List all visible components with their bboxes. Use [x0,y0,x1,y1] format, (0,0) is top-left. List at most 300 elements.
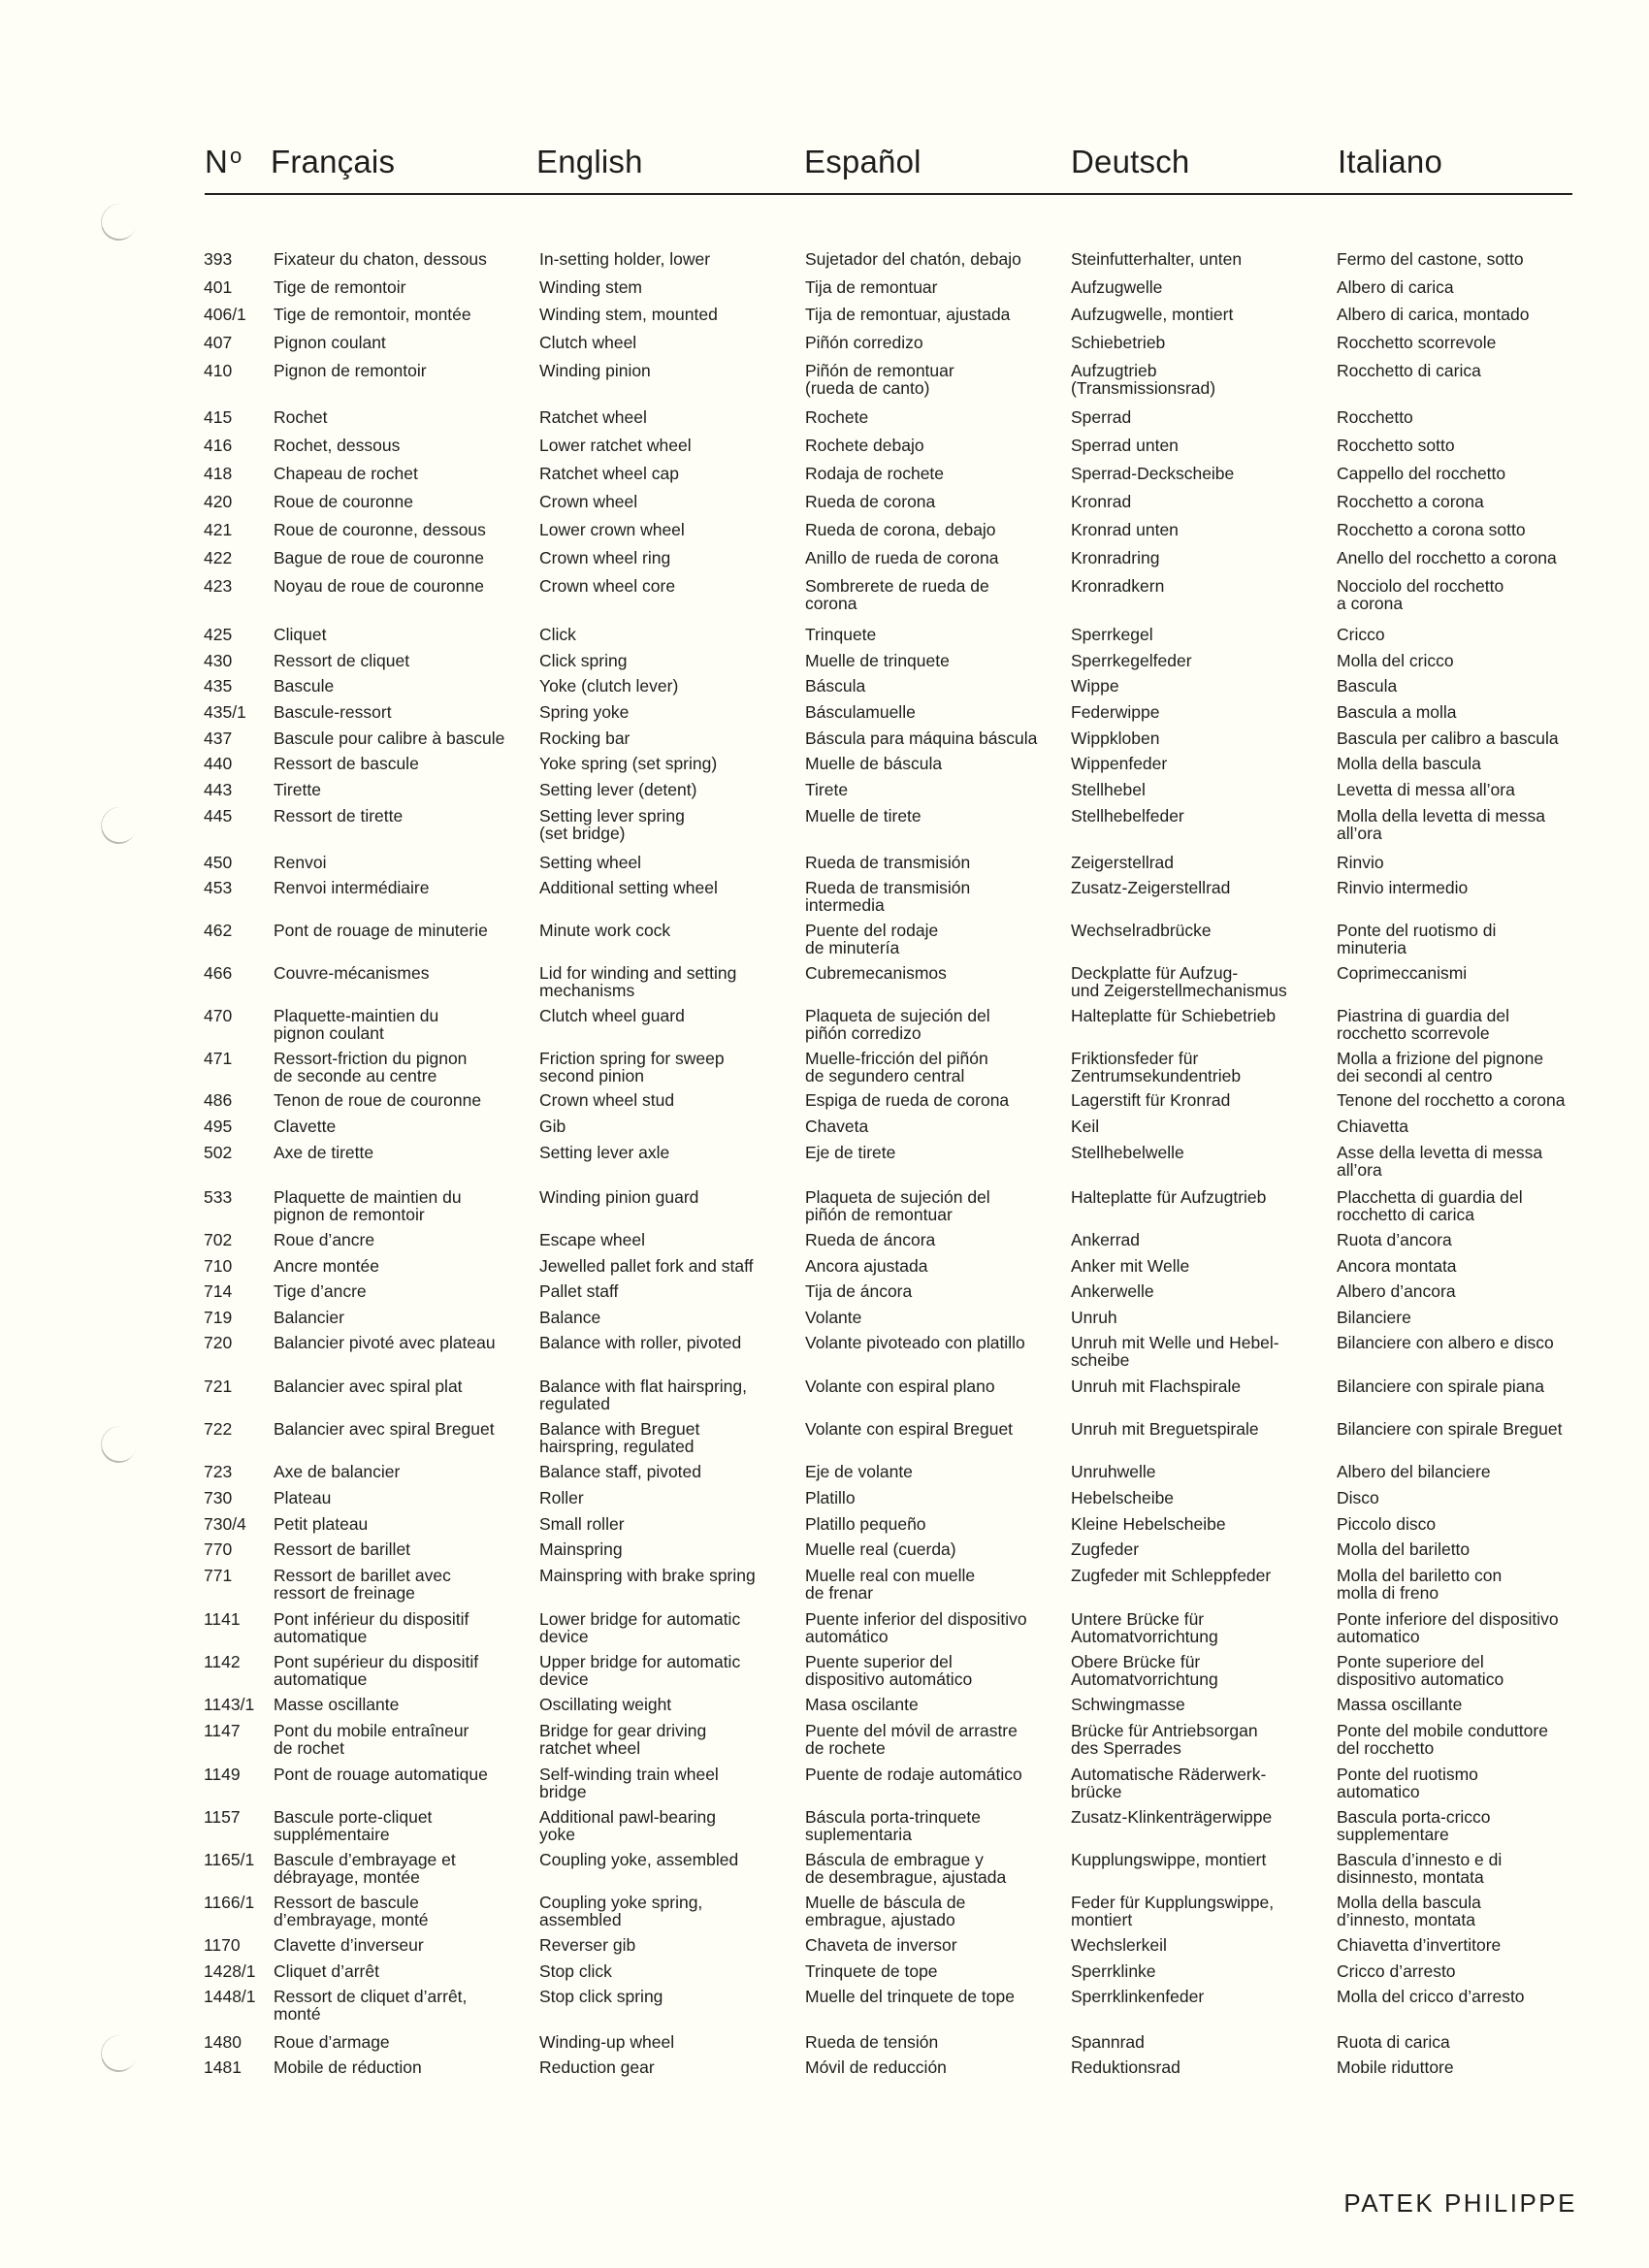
spanish-term: Tirete [805,780,849,799]
part-number: 719 [204,1308,233,1327]
german-term: Spannrad [1071,2032,1145,2052]
english-term: Mainspring with brake spring [539,1566,756,1585]
spanish-term: Platillo [805,1488,856,1507]
italian-term: Piccolo disco [1337,1514,1437,1534]
part-number: 723 [204,1462,233,1481]
part-number: 1142 [204,1652,241,1671]
italian-term: Piastrina di guardia del rocchetto scorrevole [1337,1006,1510,1043]
part-number: 425 [204,625,233,644]
italian-term: Bascula porta-cricco supplementare [1337,1807,1491,1844]
french-term: Tige d’ancre [274,1281,367,1301]
english-term: Click [539,625,576,644]
english-term: Winding pinion guard [539,1187,699,1207]
english-term: Crown wheel ring [539,548,671,567]
part-number: 407 [204,333,233,352]
french-term: Plaquette-maintien du pignon coulant [274,1006,439,1043]
french-term: Roue de couronne [274,492,413,511]
french-term: Bascule [274,676,335,696]
header-divider [205,193,1572,195]
english-term: Winding-up wheel [539,2032,675,2052]
french-term: Balancier avec spiral Breguet [274,1419,495,1439]
table-header [205,144,1572,188]
english-term: Ratchet wheel cap [539,464,679,483]
italian-term: Ponte inferiore del dispositivo automatico [1337,1609,1559,1646]
german-term: Wippkloben [1071,729,1160,748]
italian-term: Chiavetta [1337,1117,1408,1136]
spanish-term: Anillo de rueda de corona [805,548,999,567]
italian-term: Rocchetto a corona sotto [1337,520,1526,539]
part-number: 722 [204,1419,233,1439]
german-term: Lagerstift für Kronrad [1071,1090,1231,1110]
english-term: Small roller [539,1514,625,1534]
italian-term: Bilanciere con albero e disco [1337,1333,1554,1352]
spanish-term: Masa oscilante [805,1695,919,1714]
french-term: Masse oscillante [274,1695,400,1714]
italian-term: Placchetta di guardia del rocchetto di carica [1337,1187,1523,1224]
spanish-term: Espiga de rueda de corona [805,1090,1010,1110]
italian-term: Fermo del castone, sotto [1337,249,1524,269]
english-term: Coupling yoke spring, assembled [539,1893,703,1929]
italian-term: Disco [1337,1488,1379,1507]
french-term: Tige de remontoir [274,277,406,297]
spanish-term: Volante con espiral Breguet [805,1419,1014,1439]
spanish-term: Rochete debajo [805,436,924,455]
german-term: Wippenfeder [1071,754,1168,773]
german-term: Stellhebelfeder [1071,806,1184,826]
spanish-term: Rodaja de rochete [805,464,945,483]
german-term: Unruh [1071,1308,1117,1327]
french-term: Roue d’ancre [274,1230,375,1249]
spanish-term: Cubremecanismos [805,963,947,983]
spanish-term: Báscula de embrague y de desembrague, ajustada [805,1850,1007,1887]
header-number-label: N [205,144,229,179]
german-term: Aufzugwelle, montiert [1071,305,1234,324]
french-term: Ressort-friction du pignon de seconde au centre [274,1049,468,1085]
german-term: Stellhebel [1071,780,1146,799]
spanish-term: Básculamuelle [805,702,916,722]
spanish-term: Puente superior del dispositivo automático [805,1652,973,1689]
part-number: 710 [204,1256,233,1276]
german-term: Keil [1071,1117,1100,1136]
french-term: Rochet, dessous [274,436,401,455]
english-term: Lower ratchet wheel [539,436,692,455]
punch-hole-mark [96,199,143,245]
german-term: Kronrad [1071,492,1132,511]
part-number: 702 [204,1230,233,1249]
italian-term: Asse della levetta di messa all’ora [1337,1143,1543,1180]
german-term: Ankerrad [1071,1230,1141,1249]
spanish-term: Muelle real (cuerda) [805,1539,956,1559]
part-number: 720 [204,1333,233,1352]
german-term: Sperrkegelfeder [1071,651,1192,670]
english-term: Setting lever (detent) [539,780,697,799]
french-term: Clavette [274,1117,337,1136]
part-number: 714 [204,1281,233,1301]
english-term: Stop click spring [539,1987,663,2006]
italian-term: Massa oscillante [1337,1695,1463,1714]
part-number: 486 [204,1090,233,1110]
french-term: Cliquet d’arrêt [274,1961,379,1981]
english-term: Crown wheel stud [539,1090,675,1110]
part-number: 495 [204,1117,233,1136]
italian-term: Nocciolo del rocchetto a corona [1337,576,1504,613]
french-term: Noyau de roue de couronne [274,576,484,596]
part-number: 445 [204,806,233,826]
german-term: Halteplatte für Aufzugtrieb [1071,1187,1267,1207]
part-number: 440 [204,754,233,773]
spanish-term: Muelle de báscula de embrague, ajustado [805,1893,966,1929]
italian-term: Albero del bilanciere [1337,1462,1491,1481]
part-number: 410 [204,361,233,380]
german-term: Deckplatte für Aufzug- und Zeigerstellmechanismus [1071,963,1287,1000]
english-term: Friction spring for sweep second pinion [539,1049,725,1085]
part-number: 502 [204,1143,233,1162]
italian-term: Molla della bascula [1337,754,1481,773]
french-term: Chapeau de rochet [274,464,418,483]
part-number: 418 [204,464,233,483]
spanish-term: Sujetador del chatón, debajo [805,249,1021,269]
part-number: 1157 [204,1807,241,1827]
part-number: 730/4 [204,1514,246,1534]
german-term: Ankerwelle [1071,1281,1154,1301]
spanish-term: Rueda de corona [805,492,936,511]
italian-term: Rinvio intermedio [1337,878,1469,897]
header-english: English [536,144,643,179]
english-term: Minute work cock [539,921,671,940]
german-term: Zugfeder mit Schleppfeder [1071,1566,1272,1585]
english-term: Clutch wheel [539,333,637,352]
english-term: Upper bridge for automatic device [539,1652,741,1689]
german-term: Kronradring [1071,548,1160,567]
english-term: Yoke (clutch lever) [539,676,679,696]
german-term: Feder für Kupplungswippe, montiert [1071,1893,1275,1929]
english-term: Crown wheel core [539,576,676,596]
spanish-term: Puente inferior del dispositivo automático [805,1609,1027,1646]
spanish-term: Volante con espiral plano [805,1377,995,1396]
french-term: Roue de couronne, dessous [274,520,486,539]
french-term: Fixateur du chaton, dessous [274,249,487,269]
italian-term: Chiavetta d’invertitore [1337,1935,1502,1955]
german-term: Automatische Räderwerk- brücke [1071,1765,1267,1801]
german-term: Brücke für Antriebsorgan des Sperrades [1071,1721,1258,1758]
german-term: Zusatz-Zeigerstellrad [1071,878,1231,897]
german-term: Unruh mit Breguetspirale [1071,1419,1259,1439]
german-term: Wechselradbrücke [1071,921,1212,940]
spanish-term: Rueda de transmisión [805,853,971,872]
spanish-term: Ancora ajustada [805,1256,928,1276]
german-term: Federwippe [1071,702,1160,722]
german-term: Sperrklinkenfeder [1071,1987,1205,2006]
french-term: Bague de roue de couronne [274,548,484,567]
italian-term: Molla a frizione del pignone dei secondi al centro [1337,1049,1544,1085]
german-term: Aufzugtrieb (Transmissionsrad) [1071,361,1216,398]
header-italiano: Italiano [1338,144,1443,179]
part-number: 462 [204,921,233,940]
spanish-term: Eje de tirete [805,1143,896,1162]
french-term: Couvre-mécanismes [274,963,430,983]
italian-term: Bilanciere con spirale Breguet [1337,1419,1563,1439]
italian-term: Anello del rocchetto a corona [1337,548,1557,567]
english-term: Pallet staff [539,1281,619,1301]
italian-term: Ancora montata [1337,1256,1457,1276]
french-term: Ressort de cliquet d’arrêt, monté [274,1987,468,2024]
english-term: Lower bridge for automatic device [539,1609,741,1646]
header-espanol: Español [804,144,922,179]
spanish-term: Báscula porta-trinquete suplementaria [805,1807,981,1844]
french-term: Renvoi intermédiaire [274,878,430,897]
french-term: Pont de rouage de minuterie [274,921,488,940]
english-term: Lid for winding and setting mechanisms [539,963,737,1000]
german-term: Zeigerstellrad [1071,853,1175,872]
english-term: Click spring [539,651,628,670]
french-term: Ressort de bascule [274,754,419,773]
english-term: Coupling yoke, assembled [539,1850,739,1869]
french-term: Cliquet [274,625,327,644]
english-term: Clutch wheel guard [539,1006,685,1025]
brand-logo-text: PATEK PHILIPPE [1343,2188,1577,2218]
spanish-term: Rueda de tensión [805,2032,939,2052]
italian-term: Ponte superiore del dispositivo automatico [1337,1652,1504,1689]
italian-term: Molla del cricco [1337,651,1454,670]
german-term: Stellhebelwelle [1071,1143,1184,1162]
spanish-term: Chaveta [805,1117,869,1136]
french-term: Balancier [274,1308,344,1327]
part-number: 1481 [204,2057,242,2077]
english-term: Reduction gear [539,2057,655,2077]
english-term: Crown wheel [539,492,638,511]
italian-term: Rocchetto [1337,407,1413,427]
part-number: 1141 [204,1609,241,1629]
spanish-term: Muelle del trinquete de tope [805,1987,1015,2006]
part-number: 443 [204,780,233,799]
spanish-term: Tija de remontuar, ajustada [805,305,1011,324]
spanish-term: Rueda de corona, debajo [805,520,996,539]
german-term: Aufzugwelle [1071,277,1163,297]
spanish-term: Muelle de trinquete [805,651,950,670]
german-term: Obere Brücke für Automatvorrichtung [1071,1652,1218,1689]
spanish-term: Tija de remontuar [805,277,938,297]
french-term: Axe de balancier [274,1462,401,1481]
spanish-term: Muelle real con muelle de frenar [805,1566,976,1603]
german-term: Kronrad unten [1071,520,1179,539]
part-number: 453 [204,878,233,897]
german-term: Sperrad [1071,407,1132,427]
german-term: Unruh mit Flachspirale [1071,1377,1242,1396]
english-term: Spring yoke [539,702,630,722]
french-term: Mobile de réduction [274,2057,422,2077]
part-number: 1143/1 [204,1695,255,1714]
italian-term: Bascula per calibro a bascula [1337,729,1559,748]
spanish-term: Muelle de báscula [805,754,943,773]
german-term: Kleine Hebelscheibe [1071,1514,1226,1534]
english-term: Balance with Breguet hairspring, regulated [539,1419,700,1456]
spanish-term: Trinquete [805,625,877,644]
english-term: Winding pinion [539,361,651,380]
french-term: Bascule-ressort [274,702,392,722]
punch-hole-mark [96,1421,143,1468]
part-number: 730 [204,1488,233,1507]
spanish-term: Piñón de remontuar (rueda de canto) [805,361,954,398]
part-number: 533 [204,1187,233,1207]
part-number: 401 [204,277,233,297]
italian-term: Tenone del rocchetto a corona [1337,1090,1566,1110]
english-term: Rocking bar [539,729,630,748]
french-term: Bascule pour calibre à bascule [274,729,505,748]
italian-term: Bilanciere [1337,1308,1411,1327]
french-term: Pont de rouage automatique [274,1765,488,1784]
english-term: Reverser gib [539,1935,636,1955]
italian-term: Albero d’ancora [1337,1281,1456,1301]
german-term: Unruhwelle [1071,1462,1156,1481]
spanish-term: Volante [805,1308,862,1327]
french-term: Tirette [274,780,321,799]
french-term: Ressort de barillet avec ressort de freinage [274,1566,451,1603]
english-term: Jewelled pallet fork and staff [539,1256,754,1276]
italian-term: Bascula a molla [1337,702,1457,722]
header-francais: Français [271,144,396,179]
part-number: 1428/1 [204,1961,256,1981]
italian-term: Ruota d’ancora [1337,1230,1452,1249]
part-number: 415 [204,407,233,427]
german-term: Steinfutterhalter, unten [1071,249,1243,269]
italian-term: Rocchetto a corona [1337,492,1484,511]
german-term: Reduktionsrad [1071,2057,1180,2077]
english-term: Self-winding train wheel bridge [539,1765,719,1801]
german-term: Friktionsfeder für Zentrumsekundentrieb [1071,1049,1242,1085]
part-number: 1480 [204,2032,242,2052]
spanish-term: Báscula [805,676,866,696]
german-term: Sperrklinke [1071,1961,1156,1981]
french-term: Ressort de tirette [274,806,404,826]
spanish-term: Eje de volante [805,1462,913,1481]
english-term: Balance [539,1308,601,1327]
italian-term: Cappello del rocchetto [1337,464,1506,483]
german-term: Hebelscheibe [1071,1488,1175,1507]
german-term: Anker mit Welle [1071,1256,1190,1276]
italian-term: Molla del bariletto [1337,1539,1471,1559]
header-deutsch: Deutsch [1071,144,1190,179]
german-term: Zugfeder [1071,1539,1140,1559]
part-number: 1149 [204,1765,241,1784]
german-term: Halteplatte für Schiebetrieb [1071,1006,1277,1025]
spanish-term: Muelle de tirete [805,806,922,826]
french-term: Tige de remontoir, montée [274,305,471,324]
header-number [205,144,242,180]
spanish-term: Plaqueta de sujeción del piñón de remontuar [805,1187,990,1224]
part-number: 470 [204,1006,233,1025]
italian-term: Ruota di carica [1337,2032,1450,2052]
part-number: 406/1 [204,305,246,324]
spanish-term: Piñón corredizo [805,333,923,352]
french-term: Bascule d’embrayage et débrayage, montée [274,1850,456,1887]
german-term: Sperrad-Deckscheibe [1071,464,1235,483]
spanish-term: Tija de áncora [805,1281,913,1301]
english-term: Additional pawl-bearing yoke [539,1807,716,1844]
part-number: 1147 [204,1721,241,1740]
italian-term: Albero di carica [1337,277,1454,297]
french-term: Renvoi [274,853,327,872]
english-term: Winding stem [539,277,643,297]
part-number: 422 [204,548,233,567]
french-term: Axe de tirette [274,1143,374,1162]
italian-term: Coprimeccanismi [1337,963,1468,983]
spanish-term: Plaqueta de sujeción del piñón corredizo [805,1006,990,1043]
spanish-term: Volante pivoteado con platillo [805,1333,1025,1352]
italian-term: Molla del cricco d’arresto [1337,1987,1525,2006]
english-term: Stop click [539,1961,612,1981]
spanish-term: Muelle-fricción del piñón de segundero central [805,1049,988,1085]
part-number: 1165/1 [204,1850,255,1869]
english-term: Lower crown wheel [539,520,685,539]
english-term: Setting wheel [539,853,642,872]
french-term: Pont inférieur du dispositif automatique [274,1609,469,1646]
english-term: Escape wheel [539,1230,645,1249]
part-number: 437 [204,729,233,748]
spanish-term: Puente de rodaje automático [805,1765,1022,1784]
german-term: Schiebetrieb [1071,333,1166,352]
spanish-term: Trinquete de tope [805,1961,938,1981]
part-number: 1448/1 [204,1987,256,2006]
italian-term: Bascula d’innesto e di disinnesto, montata [1337,1850,1503,1887]
german-term: Unruh mit Welle und Hebel- scheibe [1071,1333,1279,1370]
part-number: 423 [204,576,233,596]
part-number: 770 [204,1539,233,1559]
german-term: Untere Brücke für Automatvorrichtung [1071,1609,1218,1646]
french-term: Clavette d’inverseur [274,1935,424,1955]
english-term: Bridge for gear driving ratchet wheel [539,1721,707,1758]
italian-term: Mobile riduttore [1337,2057,1454,2077]
french-term: Pont supérieur du dispositif automatique [274,1652,479,1689]
italian-term: Cricco d’arresto [1337,1961,1456,1981]
spanish-term: Móvil de reducción [805,2057,947,2077]
french-term: Balancier pivoté avec plateau [274,1333,496,1352]
part-number: 450 [204,853,233,872]
italian-term: Rocchetto di carica [1337,361,1481,380]
french-term: Bascule porte-cliquet supplémentaire [274,1807,433,1844]
german-term: Kronradkern [1071,576,1165,596]
french-term: Tenon de roue de couronne [274,1090,482,1110]
italian-term: Rocchetto scorrevole [1337,333,1497,352]
spanish-term: Puente del móvil de arrastre de rochete [805,1721,1018,1758]
italian-term: Ponte del ruotismo di minuteria [1337,921,1497,957]
part-number: 416 [204,436,233,455]
italian-term: Rinvio [1337,853,1384,872]
french-term: Plateau [274,1488,332,1507]
french-term: Ressort de bascule d’embrayage, monté [274,1893,429,1929]
french-term: Pignon de remontoir [274,361,427,380]
english-term: In-setting holder, lower [539,249,711,269]
part-number: 1166/1 [204,1893,255,1912]
german-term: Kupplungswippe, montiert [1071,1850,1267,1869]
spanish-term: Puente del rodaje de minutería [805,921,939,957]
french-term: Petit plateau [274,1514,369,1534]
spanish-term: Chaveta de inversor [805,1935,957,1955]
french-term: Ressort de barillet [274,1539,411,1559]
english-term: Winding stem, mounted [539,305,718,324]
french-term: Roue d’armage [274,2032,390,2052]
english-term: Setting lever axle [539,1143,670,1162]
part-number: 771 [204,1566,233,1585]
part-number: 393 [204,249,233,269]
part-number: 721 [204,1377,233,1396]
french-term: Ressort de cliquet [274,651,410,670]
punch-hole-mark [96,2030,143,2077]
italian-term: Cricco [1337,625,1385,644]
french-term: Plaquette de maintien du pignon de remontoir [274,1187,462,1224]
italian-term: Levetta di messa all’ora [1337,780,1515,799]
english-term: Balance with flat hairspring, regulated [539,1377,747,1413]
english-term: Mainspring [539,1539,623,1559]
